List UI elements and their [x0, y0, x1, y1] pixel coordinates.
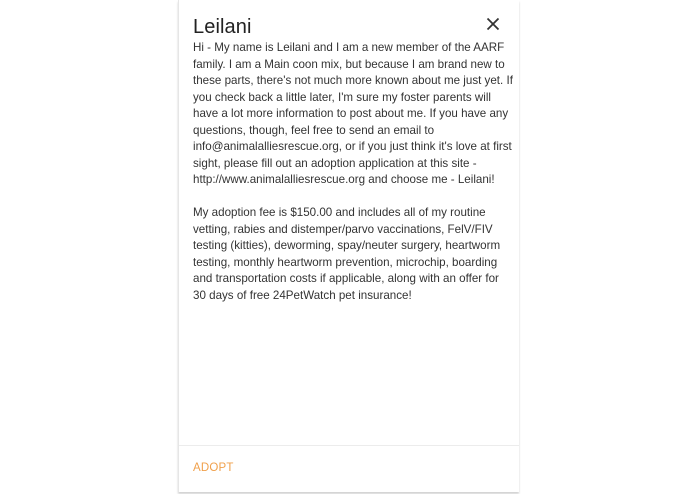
dialog-title: Leilani	[193, 16, 252, 38]
adopt-button[interactable]: ADOPT	[193, 462, 234, 474]
description-paragraph: Hi - My name is Leilani and I am a new member of the AARF family. I am a Main coon mix, but because I am brand new to these parts, there's not much more known about me just yet. If you check back a little later, I'm sure my foster parents will have a lot more information to post about me. If you have any questions, though, feel free to send an email to info@animalalliesrescue.org, or if you just think it's love at first sight, please fill out an adoption application at this site - http://www.animalalliesrescue.org and choose me - Leilani!	[193, 41, 513, 186]
actions-divider	[179, 445, 519, 446]
close-icon	[485, 16, 501, 32]
close-button[interactable]	[485, 16, 501, 32]
adoption-fee-paragraph: My adoption fee is $150.00 and includes all of my routine vetting, rabies and distemper/parvo vaccinations, FelV/FIV testing (kitties), deworming, spay/neuter surgery, heartworm testing, monthly heartworm prevention, microchip, boarding and transportation costs if applicable, along with an offer for 30 days of free 24PetWatch pet insurance!	[193, 206, 501, 302]
pet-detail-dialog	[178, 0, 519, 492]
dialog-content	[193, 40, 513, 321]
